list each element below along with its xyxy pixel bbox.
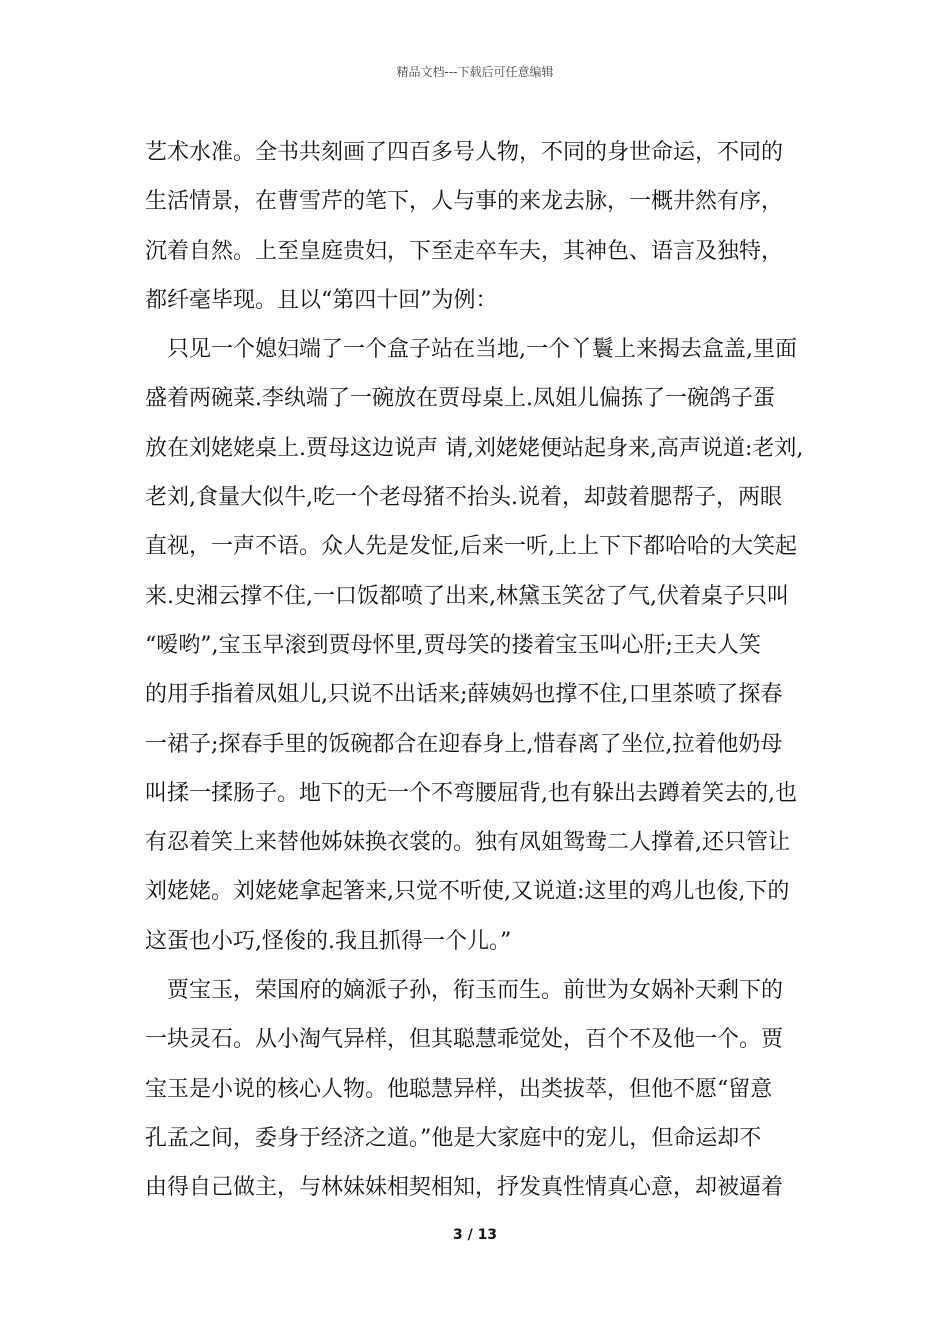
text-line: 都纤毫毕现。且以“第四十回”为例： — [145, 287, 498, 313]
text-line: 老刘,食量大似牛,吃一个老母猪不抬头.说着，却鼓着腮帮子，两眼 — [145, 485, 782, 511]
text-line: 由得自己做主，与林妹妹相契相知，抒发真性情真心意，却被逼着 — [145, 1175, 784, 1201]
page-number — [0, 1226, 950, 1244]
text-line: 直视，一声不语。众人先是发怔,后来一听,上上下下都哈哈的大笑起 — [145, 534, 797, 560]
page-total: 13 — [477, 1227, 498, 1243]
text-line: 孔孟之间，委身于经济之道。”他是大家庭中的宠儿，但命运却不 — [145, 1125, 762, 1151]
paragraph-3 — [145, 966, 815, 1212]
text-line: 的用手指着凤姐儿,只说不出话来;薛姨妈也撑不住,口里茶喷了探春 — [145, 682, 783, 708]
text-line: 这蛋也小巧,怪俊的.我且抓得一个儿。” — [145, 928, 512, 954]
text-line: 艺术水准。全书共刻画了四百多号人物，不同的身世命运，不同的 — [145, 140, 784, 165]
text-line: 沉着自然。上至皇庭贵妇，下至走卒车夫，其神色、语言及独特， — [145, 238, 784, 264]
text-line: 来.史湘云撑不住,一口饭都喷了出来,林黛玉笑岔了气,伏着桌子只叫 — [145, 583, 789, 609]
body-text — [145, 128, 815, 1213]
text-line: 刘姥姥。刘姥姥拿起箸来,只觉不听使,又说道:这里的鸡儿也俊,下的 — [145, 879, 790, 905]
text-line: 宝玉是小说的核心人物。他聪慧异样，出类拔萃，但他不愿“留意 — [145, 1076, 773, 1102]
text-line: 只见一个媳妇端了一个盒子站在当地,一个丫鬟上来揭去盒盖,里面 — [167, 337, 797, 363]
page-separator: / — [467, 1227, 473, 1243]
page-current: 3 — [452, 1227, 463, 1243]
text-line: 盛着两碗菜.李纨端了一碗放在贾母桌上.凤姐儿偏拣了一碗鸽子蛋 — [145, 386, 775, 412]
text-line: “嗳哟”,宝玉早滚到贾母怀里,贾母笑的搂着宝玉叫心肝;王夫人笑 — [145, 632, 761, 658]
text-line: 生活情景，在曹雪芹的笔下，人与事的来龙去脉，一概井然有序， — [145, 189, 784, 215]
paragraph-2 — [145, 325, 815, 966]
paragraph-1 — [145, 128, 815, 325]
text-line: 有忍着笑上来替他姊妹换衣裳的。独有凤姐鸳鸯二人撑着,还只管让 — [145, 830, 790, 856]
text-line: 一裙子;探春手里的饭碗都合在迎春身上,惜春离了坐位,拉着他奶母 — [145, 731, 783, 757]
header-text: 精品文档---下载后可任意编辑 — [396, 65, 554, 79]
text-line: 放在刘姥姥桌上.贾母这边说声 请,刘姥姥便站起身来,高声说道:老刘, — [145, 435, 804, 461]
text-line: 贾宝玉，荣国府的嫡派子孙，衔玉而生。前世为女娲补天剩下的 — [167, 978, 784, 1004]
page-header — [0, 64, 950, 80]
text-line: 叫揉一揉肠子。地下的无一个不弯腰屈背,也有躲出去蹲着笑去的,也 — [145, 780, 797, 806]
text-line: 一块灵石。从小淘气异样，但其聪慧乖觉处，百个不及他一个。贾 — [145, 1027, 784, 1053]
